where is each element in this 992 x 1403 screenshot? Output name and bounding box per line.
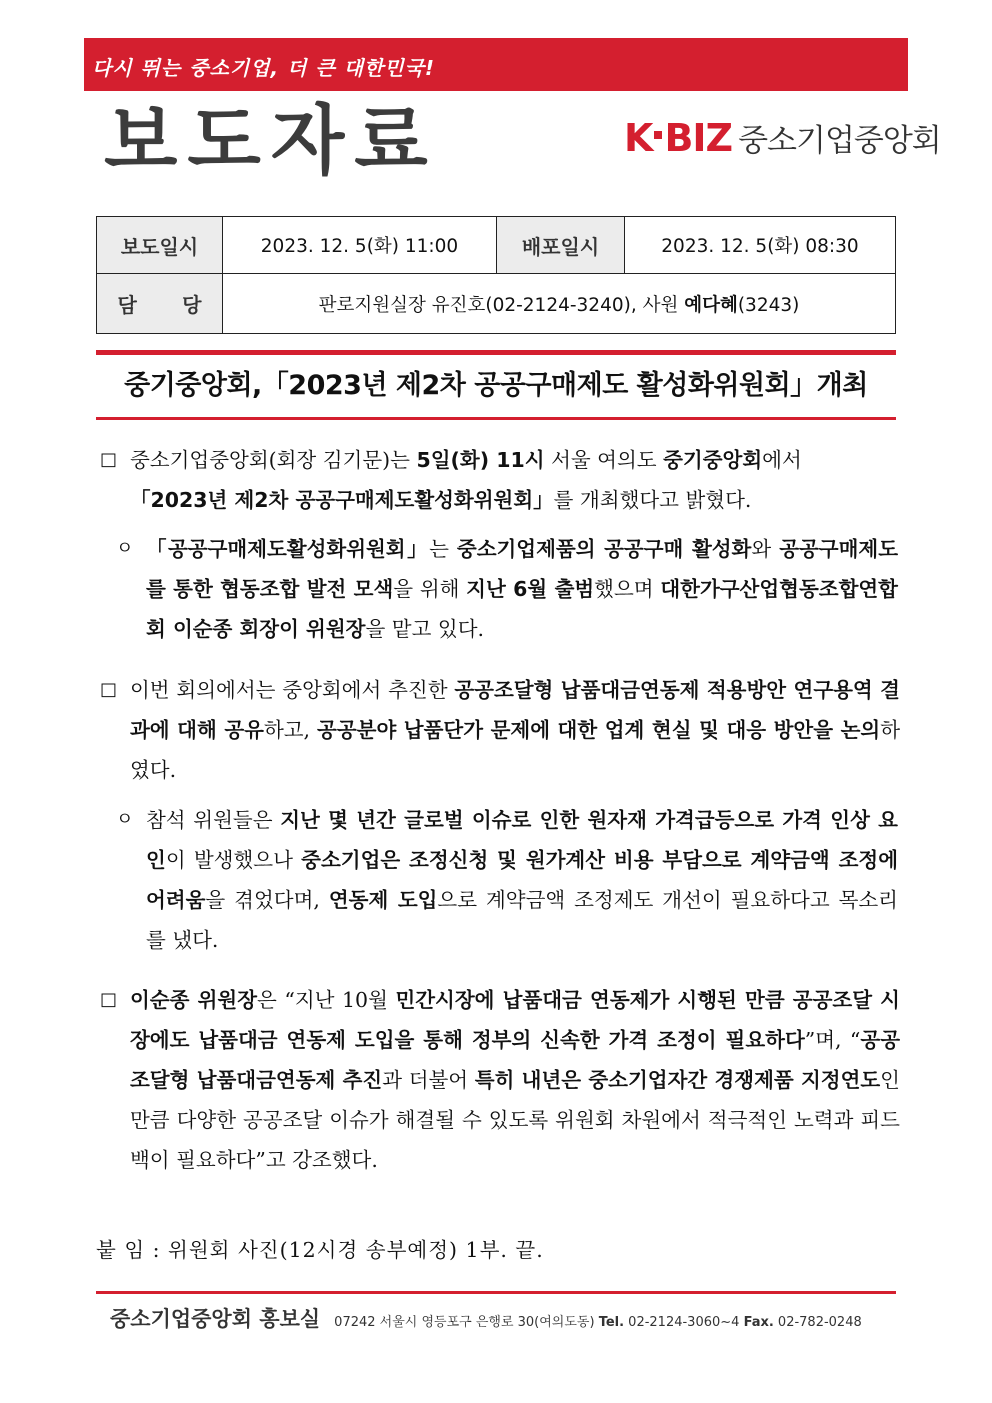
headline: 중기중앙회,「2023년 제2차 공공구매제도 활성화위원회」개최 [124, 370, 868, 401]
footer [110, 1303, 862, 1333]
square-bullet-3: □ [100, 989, 118, 1010]
paragraph-4: 참석 위원들은 지난 몇 년간 글로벌 이슈로 인한 원자재 가격급등으로 가격 인상 요인이 발생했으나 중소기업은 조정신청 및 원가계산 비용 부담으로 계약금액 조정에 어려움을 겪었다며, 연동제 도입으로 계약금액 조정제도 개선이 필요하다고 목소리를 냈다. [146, 808, 898, 952]
paragraph-5: 이순종 위원장은 “지난 10월 민간시장에 납품대금 연동제가 시행된 만큼 공공조달 시장에도 납품대금 연동제 도입을 통해 정부의 신속한 가격 조정이 필요하다”며, “공공조달형 납품대금연동제 추진과 더불어 특히 내년은 중소기업자간 경쟁제품 지정연도인 만큼 다양한 공공조달 이슈가 해결될 수 있도록 위원회 차원에서 적극적인 노력과 피드백이 필요하다”고 강조했다. [130, 988, 900, 1172]
paragraph-3: 이번 회의에서는 중앙회에서 추진한 공공조달형 납품대금연동제 적용방안 연구용역 결과에 대해 공유하고, 공공분야 납품단가 문제에 대한 업계 현실 및 대응 방안을 논의하였다. [130, 678, 901, 782]
square-bullet-2: □ [100, 679, 118, 700]
release-date-label: 보도일시 [97, 217, 223, 274]
circle-bullet-1: ㅇ [116, 538, 134, 559]
logo-dot-icon [654, 131, 662, 139]
press-release-title: 보도자료 [104, 96, 438, 185]
release-info-table [96, 216, 896, 334]
top-banner [84, 38, 908, 91]
paragraph-1: 중소기업중앙회(회장 김기문)는 5일(화) 11시 서울 여의도 중기중앙회에서 「2023년 제2차 공공구매제도활성화위원회」를 개최했다고 밝혔다. [130, 448, 802, 512]
paragraph-2: 「공공구매제도활성화위원회」는 중소기업제품의 공공구매 활성화와 공공구매제도를 통한 협동조합 발전 모색을 위해 지난 6월 출범했으며 대한가구산업협동조합연합회 이순종 회장이 위원장을 맡고 있다. [146, 537, 899, 641]
headline-bottom-rule [96, 417, 896, 420]
distribution-date-label: 배포일시 [497, 217, 625, 274]
headline-top-rule [96, 350, 896, 355]
footer-address: 07242 서울시 영등포구 은행로 30(여의도동) Tel. 02-2124-3060~4 Fax. 02-782-0248 [334, 1315, 862, 1330]
logo-mark: K BIZ [624, 116, 733, 160]
kbiz-logo [624, 116, 941, 160]
logo-name: 중소기업중앙회 [738, 123, 941, 159]
square-bullet-1: □ [100, 449, 118, 470]
circle-bullet-2: ㅇ [116, 809, 134, 830]
contact-label: 담 당 [97, 274, 223, 334]
footer-org: 중소기업중앙회 홍보실 [110, 1307, 321, 1331]
contact-value: 판로지원실장 유진호(02-2124-3240), 사원 예다혜(3243) [223, 274, 896, 334]
attachment-note: 붙 임 : 위원회 사진(12시경 송부예정) 1부. 끝. [96, 1238, 544, 1262]
footer-rule [96, 1291, 896, 1294]
release-date-value: 2023. 12. 5(화) 11:00 [223, 217, 497, 274]
distribution-date-value: 2023. 12. 5(화) 08:30 [625, 217, 896, 274]
banner-slogan: 다시 뛰는 중소기업, 더 큰 대한민국! [92, 56, 436, 80]
